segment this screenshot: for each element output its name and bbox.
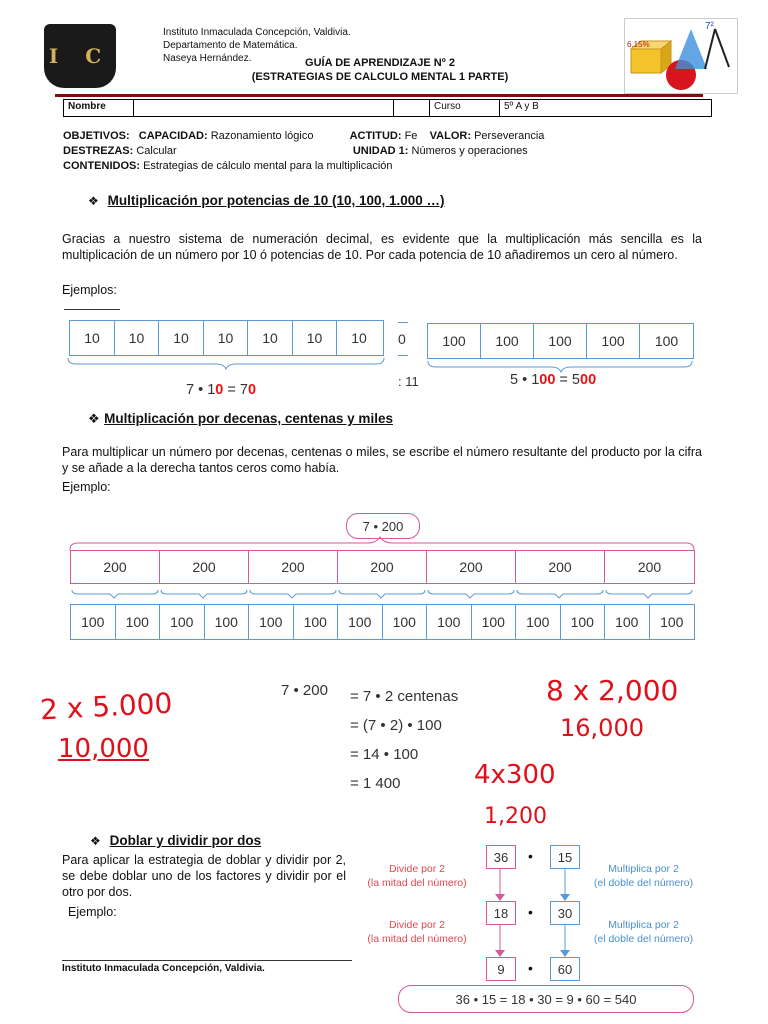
value-value: Perseverancia xyxy=(474,130,545,142)
hundreds-row xyxy=(70,604,695,640)
multiply-dot: • xyxy=(528,848,533,864)
ten-box: 10 xyxy=(115,321,159,355)
divide-sub-text: (la mitad del número) xyxy=(367,877,467,889)
two-hundreds-row xyxy=(70,550,695,584)
footer-text: Instituto Inmaculada Concepción, Valdivia. xyxy=(62,963,265,974)
two-hundred-box: 200 xyxy=(338,551,427,583)
hundred-box: 100 xyxy=(561,605,606,639)
handwritten-c-bottom: 1,200 xyxy=(484,804,547,829)
clipart-power: 7² xyxy=(705,21,714,32)
hundred-box: 100 xyxy=(338,605,383,639)
section1-title: Multiplicación por potencias de 10 (10, 100, 1.000 …) xyxy=(107,193,445,208)
hundred-box: 100 xyxy=(660,614,684,630)
worked-step: = 14 • 100 xyxy=(350,746,419,763)
pair-braces xyxy=(70,588,696,600)
section1-paragraph: Gracias a nuestro sistema de numeración decimal, es evidente que la multiplicación más sencilla es la multiplicación de un número por 10 ó potencias de 10. Por cada potencia de 10 añadiremos un cero al número. xyxy=(62,232,702,262)
course-label: Curso xyxy=(430,100,500,116)
handwritten-c-top: 4x300 xyxy=(474,760,556,790)
hundred-box: 100 xyxy=(481,324,534,358)
eq1-prefix: 7 • 1 xyxy=(186,382,216,398)
left-value-box: 9 xyxy=(486,957,516,981)
section2-heading xyxy=(88,410,393,428)
hundreds-box-row xyxy=(427,323,694,359)
multiply-label-text: Multiplica por 2 xyxy=(608,919,679,931)
ten-box: 10 xyxy=(293,321,337,355)
capacity-label: CAPACIDAD: xyxy=(138,130,208,142)
eq1-red-result: 0 xyxy=(247,382,257,398)
clipart-decimal: 6.15% xyxy=(627,40,650,49)
header-divider xyxy=(55,94,703,97)
logo-text: I C xyxy=(48,44,112,68)
footer-rule xyxy=(62,960,352,961)
diamond-bullet-icon: ❖ xyxy=(90,834,101,848)
value-label: VALOR: xyxy=(429,130,472,142)
examples-underline xyxy=(64,309,120,310)
clipart-graphic xyxy=(625,19,737,93)
name-label: Nombre xyxy=(64,100,134,116)
capacity-value: Razonamiento lógico xyxy=(210,130,314,142)
objectives-label: OBJETIVOS: xyxy=(63,130,130,142)
multiply-label-text: Multiplica por 2 xyxy=(608,863,679,875)
two-hundred-box: 200 xyxy=(637,559,662,575)
multiply-label-2 xyxy=(586,918,701,946)
hundred-box: 100 xyxy=(587,324,640,358)
tens-brace xyxy=(66,356,386,370)
worked-step: = 7 • 2 centenas xyxy=(350,688,459,705)
guide-subtitle: (ESTRATEGIAS DE CALCULO MENTAL 1 PARTE) xyxy=(251,71,509,83)
course-field[interactable]: 5º A y B xyxy=(504,101,539,112)
section1-examples-label: Ejemplos: xyxy=(62,283,117,297)
multiplication-bubble: 7 • 200 xyxy=(346,513,420,539)
cropped-box xyxy=(398,322,408,356)
hundred-box: 100 xyxy=(534,324,587,358)
hundred-box: 100 xyxy=(472,605,517,639)
result-bubble: 36 • 15 = 18 • 30 = 9 • 60 = 540 xyxy=(398,985,694,1013)
school-name: Instituto Inmaculada Concepción, Valdivia. xyxy=(163,27,351,38)
divide-label-2 xyxy=(362,918,472,946)
section2-paragraph: Para multiplicar un número por decenas, centenas o miles, se escribe el número resultante del producto por la cifra y se añade a la derecha tantos ceros como había. xyxy=(62,445,702,475)
eq2-mid: = 5 xyxy=(555,372,580,388)
hundred-box: 100 xyxy=(605,605,650,639)
contents-value: Estrategias de cálculo mental para la multiplicación xyxy=(143,160,393,172)
ten-box: 10 xyxy=(70,321,115,355)
right-value-box: 60 xyxy=(550,957,580,981)
hundred-box: 100 xyxy=(428,324,481,358)
ten-box: 10 xyxy=(204,321,248,355)
section3-heading xyxy=(90,832,261,850)
unit-label: UNIDAD 1: xyxy=(352,145,409,157)
handwritten-a-bottom: 10,000 xyxy=(58,734,149,764)
flow-arrows xyxy=(490,868,580,958)
two-hundred-box: 200 xyxy=(249,551,338,583)
section2-example-label: Ejemplo: xyxy=(62,480,111,494)
multiply-dot: • xyxy=(528,904,533,920)
hundred-box: 100 xyxy=(205,605,250,639)
handwritten-b-top: 8 x 2,000 xyxy=(546,674,679,707)
right-value-box: 30 xyxy=(550,901,580,925)
hundred-box: 100 xyxy=(249,605,294,639)
section3-paragraph: Para aplicar la estrategia de doblar y dividir por 2, se debe doblar uno de los factores y dividir por el otro por dos. xyxy=(62,853,346,899)
divide-label-1 xyxy=(362,862,472,890)
eq1-red-zero: 0 xyxy=(215,382,224,398)
cropped-box-text: 0 xyxy=(398,331,406,347)
section2-title: Multiplicación por decenas, centenas y miles xyxy=(104,411,393,426)
contents-label: CONTENIDOS: xyxy=(63,160,140,172)
tens-box-row xyxy=(69,320,384,356)
hundred-box: 100 xyxy=(654,333,679,349)
hundred-box: 100 xyxy=(160,605,205,639)
two-hundred-box: 200 xyxy=(160,551,249,583)
student-form xyxy=(63,99,712,117)
skills-label: DESTREZAS: xyxy=(63,145,134,157)
left-value-box: 18 xyxy=(486,901,516,925)
teacher-name: Naseya Hernández. xyxy=(163,53,252,64)
hundred-box: 100 xyxy=(427,605,472,639)
form-spacer xyxy=(394,100,430,116)
diamond-bullet-icon: ❖ xyxy=(88,411,100,426)
math-clipart xyxy=(624,18,738,94)
ten-box: 10 xyxy=(248,321,293,355)
handwritten-b-bottom: 16,000 xyxy=(560,714,644,742)
right-value-box: 15 xyxy=(550,845,580,869)
tens-equation xyxy=(186,382,256,398)
hundred-box: 100 xyxy=(71,605,116,639)
hundred-box: 100 xyxy=(116,605,161,639)
objectives-block xyxy=(63,129,723,174)
unit-value: Números y operaciones xyxy=(411,145,528,157)
worked-lhs: 7 • 200 xyxy=(281,682,328,699)
guide-title-block xyxy=(230,56,530,84)
name-field[interactable] xyxy=(134,100,394,116)
left-value-box: 36 xyxy=(486,845,516,869)
section3-example-label: Ejemplo: xyxy=(68,905,117,919)
divide-sub-text: (la mitad del número) xyxy=(367,933,467,945)
multiply-sub-text: (el doble del número) xyxy=(593,877,694,889)
school-logo xyxy=(44,24,116,88)
multiply-dot: • xyxy=(528,960,533,976)
two-hundred-box: 200 xyxy=(516,551,605,583)
multiply-sub-text: (el doble del número) xyxy=(593,933,694,945)
worked-step: = (7 • 2) • 100 xyxy=(350,717,442,734)
department-name: Departamento de Matemática. xyxy=(163,40,298,51)
ten-box: 10 xyxy=(159,321,204,355)
hundred-box: 100 xyxy=(294,605,339,639)
hundred-box: 100 xyxy=(516,605,561,639)
divide-label-text: Divide por 2 xyxy=(388,863,446,875)
attitude-label: ACTITUD: xyxy=(349,130,402,142)
worked-step: = 1 400 xyxy=(350,775,401,792)
multiply-label-1 xyxy=(586,862,701,890)
two-hundred-box: 200 xyxy=(427,551,516,583)
eq1-mid: = 7 xyxy=(223,382,248,398)
diamond-bullet-icon: ❖ xyxy=(88,194,99,208)
cropped-equation: : 11 xyxy=(398,374,419,389)
skills-line xyxy=(63,144,723,159)
two-hundred-box: 200 xyxy=(71,551,160,583)
eq2-red-zeros: 00 xyxy=(539,372,556,388)
skills-value: Calcular xyxy=(136,145,177,157)
eq2-red-result: 00 xyxy=(580,372,597,388)
hundreds-brace xyxy=(426,359,696,373)
objectives-line xyxy=(63,129,723,144)
hundred-box: 100 xyxy=(383,605,428,639)
guide-title: GUÍA DE APRENDIZAJE Nº 2 xyxy=(305,57,455,69)
ten-box: 10 xyxy=(351,330,367,346)
eq2-prefix: 5 • 1 xyxy=(510,372,540,388)
divide-label-text: Divide por 2 xyxy=(388,919,446,931)
attitude-value: Fe xyxy=(404,130,418,142)
hundreds-equation xyxy=(510,372,596,388)
section1-heading xyxy=(88,192,445,210)
worked-steps xyxy=(350,682,458,798)
handwritten-a-top: 2 x 5.000 xyxy=(39,686,174,727)
contents-line xyxy=(63,159,723,174)
section3-title: Doblar y dividir por dos xyxy=(109,833,262,848)
